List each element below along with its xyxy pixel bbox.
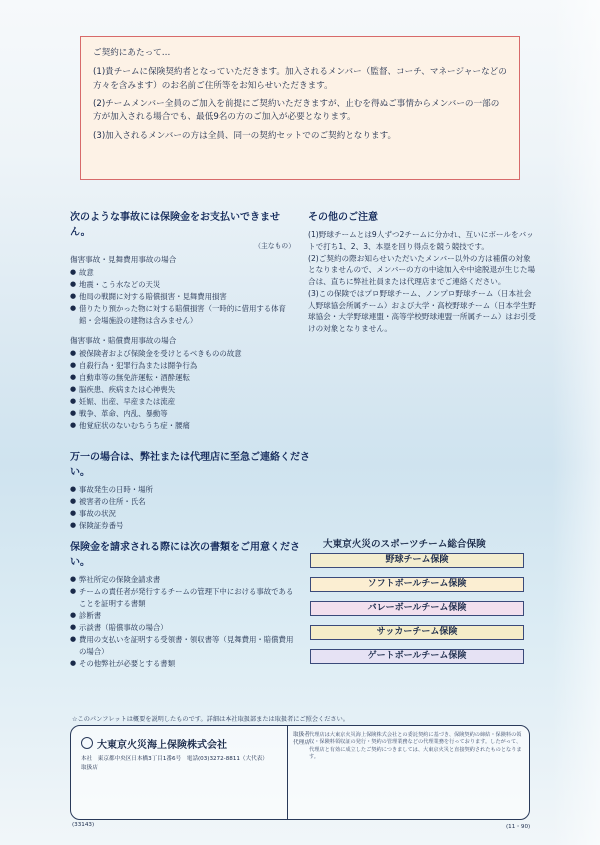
list-item: ● 事故の状況 xyxy=(70,508,310,520)
company-name-text: 大東京火災海上保険株式会社 xyxy=(97,740,227,751)
list-item: ● 被害者の住所・氏名 xyxy=(70,496,310,508)
list-item: ● 自殺行為・犯罪行為または闘争行為 xyxy=(70,360,295,372)
list-item: ● 故意 xyxy=(70,267,295,279)
notice-item: (2)チームメンバー全員のご加入を前提にご契約いただきますが、止むを得ぬご事情からメンバーの一部の方が加入される場合でも、最低9名の方のご加入が必要となります。 xyxy=(93,98,500,123)
agent-label: 取扱者 代理店 xyxy=(293,732,310,746)
company-name xyxy=(81,736,227,751)
contract-notice-box xyxy=(80,36,520,180)
other-note-item: (2)ご契約の際お知らせいただいたメンバー以外の方は補償の対象となりませんので、メンバーの方の中途加入や中途脱退が生じた場合は、直ちに弊社社員または代理店までご連絡ください。 xyxy=(308,253,536,287)
product-volleyball: バレーボールチーム保険 xyxy=(310,601,524,616)
claim-docs-list xyxy=(70,574,300,670)
other-note-item: (3)この保険ではプロ野球チーム、ノンプロ野球チーム（日本社会人野球協会所属チーム）および大学・高校野球チーム（日本学生野球協会・大学野球連盟・高等学校野球連盟一所属チーム）はお引受けの対象となりません。 xyxy=(308,288,536,334)
notice-item: (1)貴チームに保険契約者となっていただきます。加入されるメンバー（監督、コーチ、マネージャーなどの方々を含みます）のお名前ご住所等をお知らせいただきます。 xyxy=(93,67,507,91)
list-item: ● 他局の戦闘に対する賠償損害・見舞費用損害 xyxy=(70,291,295,303)
product-gateball: ゲートボールチーム保険 xyxy=(310,649,524,664)
company-branch: 取扱店 xyxy=(81,765,98,771)
list-item: ● 示談書（賠償事故の場合） xyxy=(70,622,300,634)
other-notes-title: その他のご注意 xyxy=(308,212,378,223)
list-item: ● チームの責任者が発行するチームの管理下中における事故であることを証明する書類 xyxy=(70,586,300,610)
exclusions-section xyxy=(70,208,295,432)
notice-title: ご契約にあたって… xyxy=(93,48,171,58)
exclusions-list xyxy=(70,267,295,327)
exclusions-note: （主なもの） xyxy=(254,242,295,250)
agent-text: 代理店は大東京火災海上保険株式会社との委託契約に基づき、保険契約の締結・保険料の領収・保険料領収証の発行・契約の管理業務などの代理業務を行っております。したがって、代理店と有効に成立したご契約につきましては、大東京火災と直接契約されたものとなります。 xyxy=(309,732,522,760)
box-divider xyxy=(287,726,288,819)
list-item: ● 被保険者および保険金を受けとるべきものの故意 xyxy=(70,348,295,360)
list-item: ● 地震・こう水などの天災 xyxy=(70,279,295,291)
list-item: ● 弊社所定の保険金請求書 xyxy=(70,574,300,586)
products-title: 大東京火災のスポーツチーム総合保険 xyxy=(323,539,486,550)
exclusions-title: 次のような事故には保険金をお支払いできません。 xyxy=(70,212,280,238)
emergency-section xyxy=(70,448,310,532)
list-item: ● その他弊社が必要とする書類 xyxy=(70,658,300,670)
list-item: ● 他覚症状のないむちうち症・腰痛 xyxy=(70,420,295,432)
product-soccer: サッカーチーム保険 xyxy=(310,625,524,640)
list-item: ● 診断書 xyxy=(70,610,300,622)
list-item: ● 自動車等の無免許運転・酒酔運転 xyxy=(70,372,295,384)
list-item: ● 妊娠、出産、早産または流産 xyxy=(70,396,295,408)
notice-item: (3)加入されるメンバーの方は全員、同一の契約セットでのご契約となります。 xyxy=(93,130,397,141)
exclusions-list xyxy=(70,348,295,432)
list-item: ● 戦争、革命、内乱、暴動等 xyxy=(70,408,295,420)
emergency-title: 万一の場合は、弊社または代理店に至急ご連絡ください。 xyxy=(70,452,310,478)
exclusions-group-head: 傷害事故・賠償費用事故の場合 xyxy=(70,335,177,345)
emergency-list xyxy=(70,484,310,532)
claim-docs-title: 保険金を請求される際には次の書類をご用意ください。 xyxy=(70,542,300,568)
claim-docs-section xyxy=(70,538,300,670)
product-baseball: 野球チーム保険 xyxy=(310,553,524,568)
footnote: ☆このパンフレットは概要を説明したものです。詳細は本社取扱部または取扱者にご照会ください。 xyxy=(72,716,349,723)
product-softball: ソフトボールチーム保険 xyxy=(310,577,524,592)
fold-shadow xyxy=(552,0,600,845)
print-code-right: (11・90) xyxy=(506,824,531,830)
list-item: ● 借りたり預かった物に対する賠償損害（一時的に借用する体育館・会場施設の建物は含みません） xyxy=(70,303,295,327)
list-item: ● 事故発生の日時・場所 xyxy=(70,484,310,496)
list-item: ● 費用の支払いを証明する受領書・領収書等（見舞費用・賠償費用の場合） xyxy=(70,634,300,658)
exclusions-group-head: 傷害事故・見舞費用事故の場合 xyxy=(70,255,177,264)
company-emblem-icon xyxy=(81,737,93,749)
other-note-item: (1)野球チームとは9人ずつ2チームに分かれ、互いにボールをバットで打ち1、2、3、本塁を回り得点を競う競技です。 xyxy=(308,230,534,251)
list-item: ● 脳疾患、疾病または心神喪失 xyxy=(70,384,295,396)
print-code-left: (33143) xyxy=(72,822,95,828)
company-box xyxy=(70,725,530,820)
company-hq: 本社 東京都中央区日本橋3丁目1番6号 電話(03)3272-8811（大代表） xyxy=(81,756,268,762)
other-notes-section xyxy=(308,208,538,335)
list-item: ● 保険証券番号 xyxy=(70,520,310,532)
